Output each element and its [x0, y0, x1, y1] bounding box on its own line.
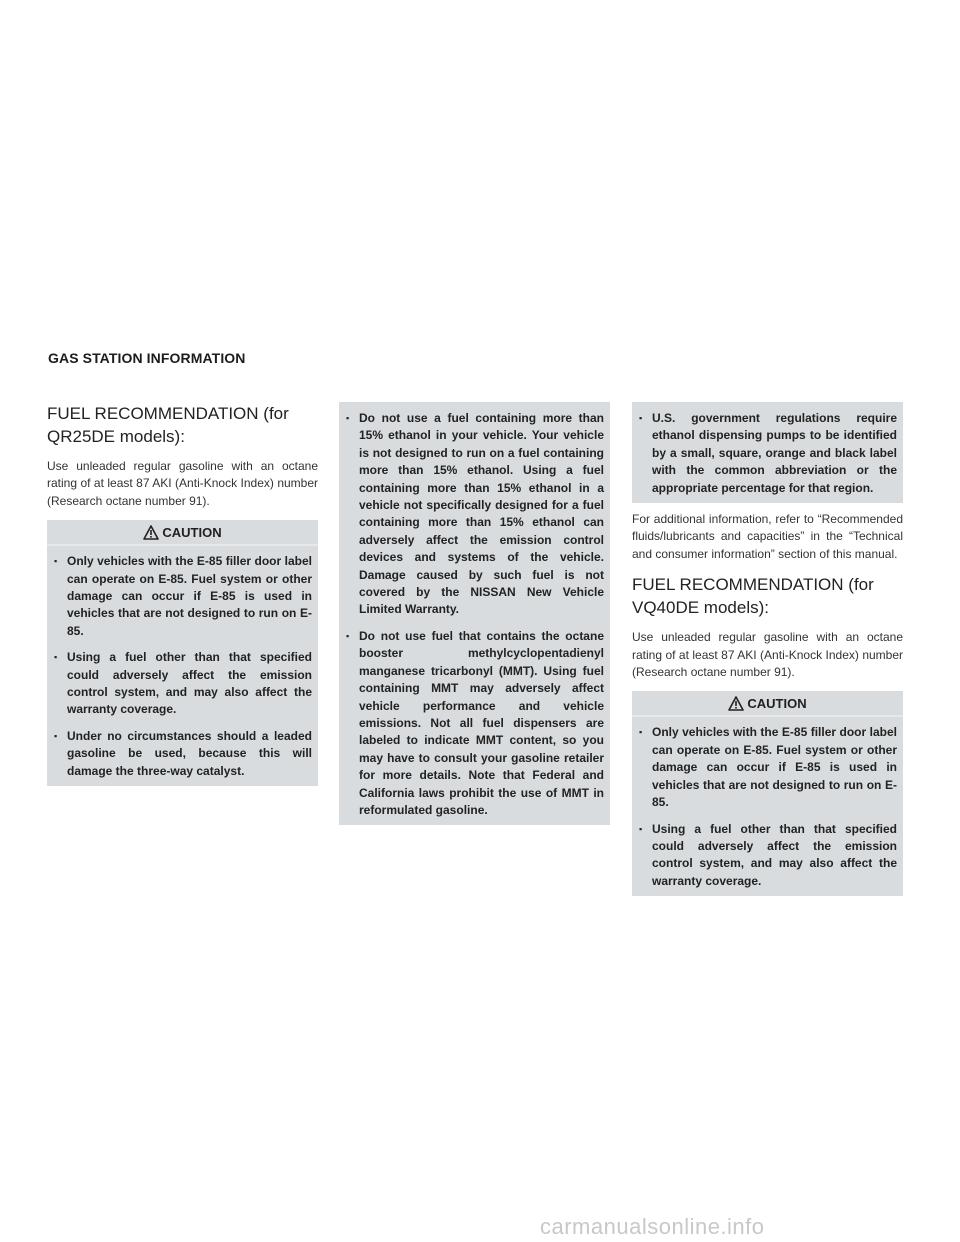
- warning-icon: [728, 696, 744, 711]
- fuel-recommendation-qr25de-heading: FUEL RECOMMENDATION (for QR25DE models):: [47, 404, 289, 446]
- caution-item: ▪ Only vehicles with the E-85 filler door label can operate on E-85. Fuel system or other damage can occur if E-85 is used in vehicles that are not designed to run on E-85.: [53, 553, 312, 640]
- additional-info-paragraph: For additional information, refer to “Recommended fluids/lubricants and capacities” in the “Technical and consumer information” section of this manual.: [632, 512, 903, 561]
- caution-label: CAUTION: [747, 695, 807, 711]
- caution-header: [632, 691, 903, 717]
- caution-label: CAUTION: [162, 524, 222, 540]
- column-2: [339, 402, 610, 825]
- section-title: GAS STATION INFORMATION: [48, 350, 246, 366]
- warning-icon: [143, 525, 159, 540]
- caution-list: [638, 724, 897, 890]
- watermark: carmanualsonline.info: [540, 1214, 765, 1239]
- caution-item: ▪ U.S. government regulations require ethanol dispensing pumps to be identified by a small, square, orange and black label with the common abbreviation or the appropriate percentage for that region.: [638, 410, 897, 497]
- caution-list: [53, 553, 312, 780]
- caution-list: [638, 410, 897, 497]
- caution-item: ▪ Do not use a fuel containing more than 15% ethanol in your vehicle. Your vehicle is not designed to run on a fuel containing more than 15% ethanol. Using a fuel containing more than 15% ethanol in a vehicle not specifically designed for a fuel containing more than 15% ethanol can adversely affect the emission control devices and systems of the vehicle. Damage caused by such fuel is not covered by the NISSAN New Vehicle Limited Warranty.: [345, 410, 604, 619]
- fuel-recommendation-paragraph: Use unleaded regular gasoline with an octane rating of at least 87 AKI (Anti-Knock Index) number (Research octane number 91).: [47, 459, 318, 508]
- column-1: [47, 402, 318, 786]
- caution-item: ▪ Under no circumstances should a leaded gasoline be used, because this will damage the three-way catalyst.: [53, 728, 312, 780]
- column-3: [632, 402, 903, 896]
- caution-box-continued: [632, 402, 903, 503]
- caution-list: [345, 410, 604, 819]
- caution-box: [47, 546, 318, 786]
- caution-item: ▪ Using a fuel other than that specified could adversely affect the emission control system, and may also affect the warranty coverage.: [53, 649, 312, 719]
- fuel-recommendation-vq40de-heading: FUEL RECOMMENDATION (for VQ40DE models):: [632, 575, 874, 618]
- caution-item: ▪ Do not use fuel that contains the octane booster methylcyclopentadienyl manganese tricarbonyl (MMT). Using fuel containing MMT may adversely affect vehicle performance and vehicle emissions. Not all fuel dispensers are labeled to indicate MMT content, so you may have to consult your gasoline retailer for more details. Note that Federal and California laws prohibit the use of MMT in reformulated gasoline.: [345, 628, 604, 819]
- caution-box: [632, 717, 903, 896]
- fuel-recommendation-paragraph: Use unleaded regular gasoline with an octane rating of at least 87 AKI (Anti-Knock Index) number (Research octane number 91).: [632, 630, 903, 680]
- caution-header: [47, 520, 318, 546]
- caution-box-continued: [339, 402, 610, 825]
- caution-item: ▪ Only vehicles with the E-85 filler door label can operate on E-85. Fuel system or other damage can occur if E-85 is used in vehicles that are not designed to run on E-85.: [638, 724, 897, 811]
- caution-item: ▪ Using a fuel other than that specified could adversely affect the emission control system, and may also affect the warranty coverage.: [638, 821, 897, 891]
